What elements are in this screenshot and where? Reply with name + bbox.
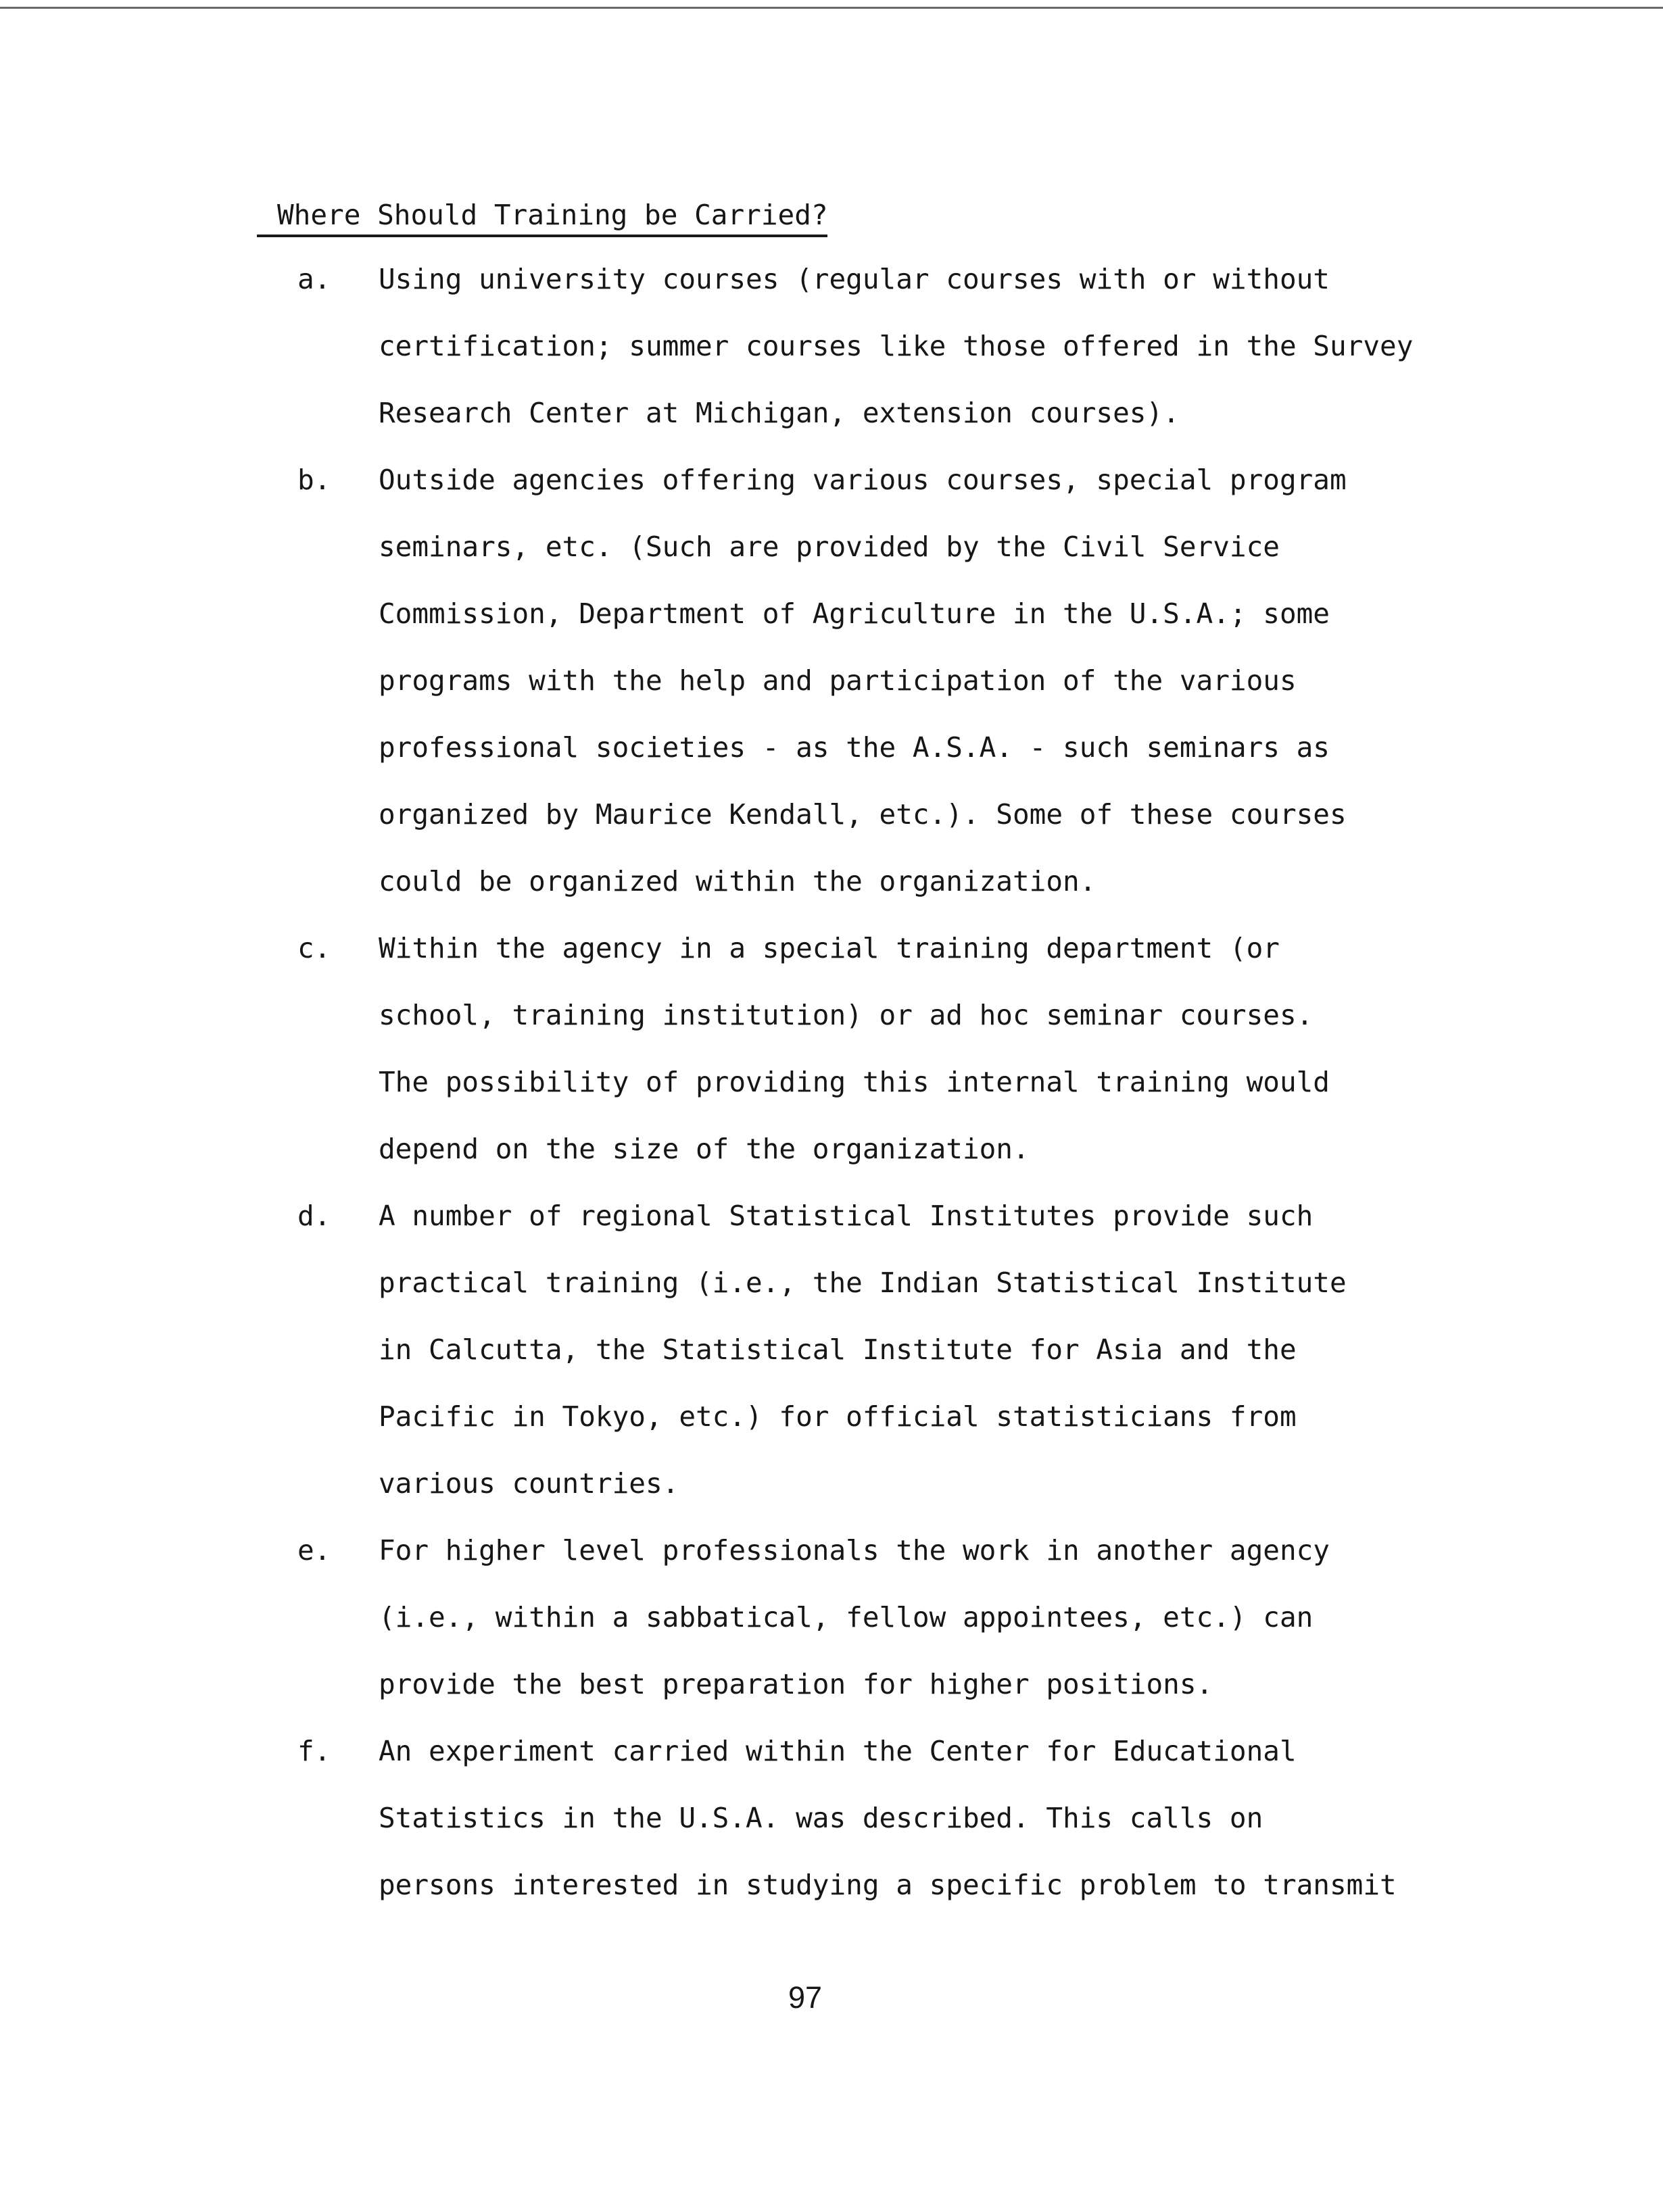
text-line: seminars, etc. (Such are provided by the Civil Service (379, 531, 1280, 563)
text-line: Using university courses (regular courses with or without (379, 263, 1330, 295)
text-line: (i.e., within a sabbatical, fellow appointees, etc.) can (379, 1601, 1313, 1633)
text-line: Outside agencies offering various courses, special program (379, 464, 1347, 496)
list-item-text (379, 447, 1347, 915)
list-item-text (379, 1517, 1330, 1718)
list-item-letter: a. (297, 263, 331, 295)
text-line: Commission, Department of Agriculture in the U.S.A.; some (379, 597, 1330, 630)
list-item-text (379, 246, 1413, 447)
list-item-text (379, 1718, 1397, 1919)
list-item-letter: b. (297, 464, 331, 496)
list-item-text (379, 1183, 1347, 1517)
list-item-text (379, 915, 1330, 1183)
scan-top-border (0, 7, 1663, 9)
list-item-letter: d. (297, 1200, 331, 1232)
list-item-letter: f. (297, 1735, 331, 1767)
text-line: professional societies - as the A.S.A. - such seminars as (379, 731, 1330, 764)
heading-underline (257, 235, 827, 237)
page-number: 97 (788, 1980, 823, 2015)
text-line: organized by Maurice Kendall, etc.). Some of these courses (379, 798, 1347, 831)
text-line: provide the best preparation for higher positions. (379, 1668, 1213, 1700)
text-line: Research Center at Michigan, extension courses). (379, 397, 1180, 429)
list-item-letter: c. (297, 932, 331, 964)
text-line: in Calcutta, the Statistical Institute for Asia and the (379, 1333, 1297, 1366)
text-line: Within the agency in a special training department (or (379, 932, 1280, 964)
list-item-letter: e. (297, 1534, 331, 1567)
text-line: An experiment carried within the Center for Educational (379, 1735, 1297, 1767)
text-line: various countries. (379, 1467, 679, 1500)
text-line: Statistics in the U.S.A. was described. This calls on (379, 1802, 1263, 1834)
text-line: For higher level professionals the work in another agency (379, 1534, 1330, 1567)
text-line: could be organized within the organization. (379, 865, 1096, 898)
section-heading: Where Should Training be Carried? (277, 199, 828, 231)
text-line: The possibility of providing this internal training would (379, 1066, 1330, 1098)
text-line: certification; summer courses like those offered in the Survey (379, 330, 1414, 362)
text-line: programs with the help and participation of the various (379, 664, 1297, 697)
text-line: practical training (i.e., the Indian Statistical Institute (379, 1267, 1347, 1299)
text-line: Pacific in Tokyo, etc.) for official statisticians from (379, 1400, 1297, 1433)
text-line: depend on the size of the organization. (379, 1133, 1030, 1165)
text-line: school, training institution) or ad hoc seminar courses. (379, 999, 1313, 1031)
text-line: A number of regional Statistical Institutes provide such (379, 1200, 1313, 1232)
text-line: persons interested in studying a specific problem to transmit (379, 1869, 1397, 1901)
